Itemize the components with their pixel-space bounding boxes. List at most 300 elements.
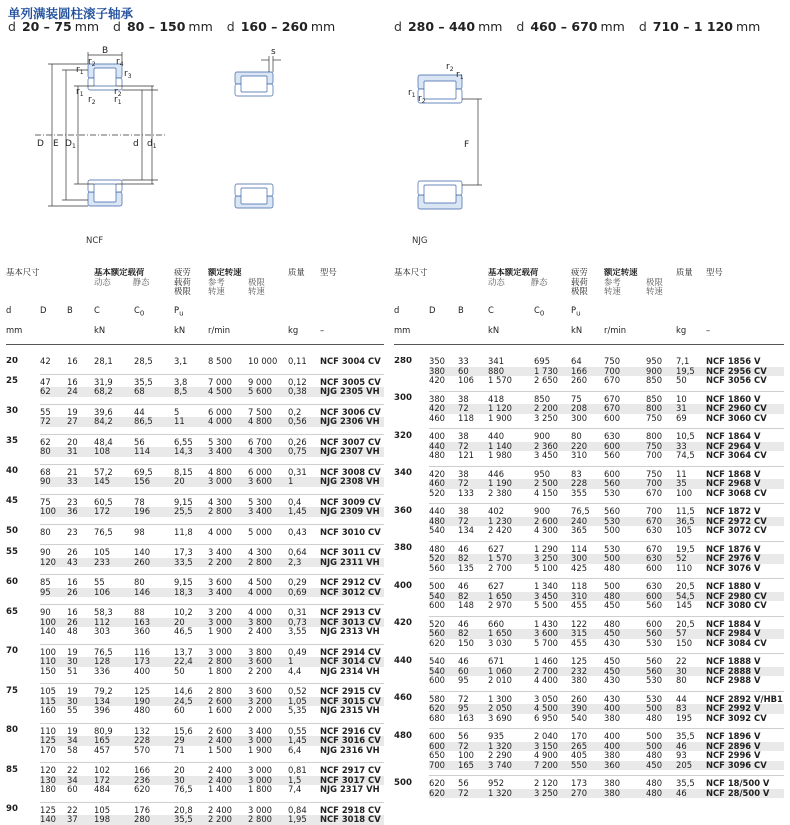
- table-row: [6, 434, 384, 447]
- bore-diameter-cell: [394, 367, 429, 377]
- table-cell: 2 970: [488, 601, 513, 610]
- table-cell: 90: [40, 605, 67, 618]
- table-cell: 530: [604, 541, 646, 554]
- table-cell: 900: [534, 429, 571, 442]
- table-cell: 7 000: [208, 374, 248, 387]
- table-cell: 0,12: [288, 374, 320, 387]
- table-cell: 530: [604, 488, 621, 498]
- table-cell: 80: [571, 429, 604, 442]
- table-cell: 4 500: [534, 704, 571, 714]
- table-cell: 76,5: [174, 785, 193, 794]
- table-cell: 418: [488, 391, 534, 404]
- table-cell: 0,31: [288, 605, 320, 618]
- designation-cell: NCF 3009 CV: [320, 494, 384, 507]
- table-cell: 460: [429, 479, 458, 489]
- table-cell: 560: [604, 451, 621, 460]
- table-cell: 64: [571, 357, 582, 366]
- table-cell: 85: [40, 575, 67, 588]
- dim-r1-label: $r_1$: [76, 65, 84, 76]
- table-row: [6, 697, 384, 707]
- table-row: [394, 451, 784, 461]
- table-cell: 380: [571, 676, 588, 685]
- designation-cell: NCF 3016 CV: [320, 736, 384, 746]
- designation-cell: NJG 2308 VH: [320, 477, 384, 487]
- table-cell: 4 800: [208, 464, 248, 477]
- bore-diameter-cell: [394, 704, 429, 714]
- svg-text:r1: $r_1$: [76, 87, 84, 98]
- table-row: [394, 751, 784, 761]
- table-cell: 3 800: [248, 644, 288, 657]
- table-cell: 500: [646, 729, 676, 742]
- table-cell: 120: [40, 763, 67, 776]
- bore-diameter-cell: [6, 417, 40, 427]
- designation-cell: NCF 3012 CV: [320, 588, 384, 598]
- table-row: [6, 477, 384, 487]
- table-cell: 80,9: [94, 723, 134, 736]
- designation-cell: NJG 2309 VH: [320, 507, 384, 517]
- table-cell: 130: [40, 776, 67, 786]
- table-cell: 84,2: [94, 417, 134, 427]
- table-cell: 196: [134, 507, 174, 517]
- table-row: [6, 763, 384, 776]
- bore-diameter-cell: 360: [394, 505, 412, 516]
- bore-diameter-cell: [6, 667, 40, 677]
- table-cell: 156: [134, 477, 174, 487]
- table-cell: 670: [604, 376, 621, 385]
- table-cell: 600: [429, 601, 445, 610]
- table-row: [6, 575, 384, 588]
- table-cell: 76,5: [94, 644, 134, 657]
- table-row: [6, 417, 384, 427]
- table-cell: 165: [94, 736, 134, 746]
- table-cell: 3 050: [534, 691, 571, 704]
- table-cell: 3 400: [248, 723, 288, 736]
- table-cell: 105: [40, 684, 67, 697]
- table-cell: 16: [67, 357, 78, 366]
- table-cell: 2,3: [288, 558, 320, 568]
- table-cell: 2 380: [488, 488, 513, 498]
- table-cell: 57,2: [94, 464, 134, 477]
- table-row: [394, 592, 784, 602]
- table-cell: 1 800: [208, 666, 233, 676]
- table-cell: 100: [40, 507, 67, 517]
- table-cell: 750: [646, 442, 676, 452]
- table-cell: 380: [604, 713, 621, 723]
- table-cell: 5 600: [248, 387, 288, 397]
- bore-diameter-cell: 30: [6, 406, 18, 416]
- table-cell: 700: [604, 367, 646, 377]
- table-cell: 1: [288, 657, 320, 667]
- table-cell: 0,2: [288, 404, 320, 417]
- table-cell: 952: [488, 776, 534, 789]
- bore-diameter-cell: [394, 554, 429, 564]
- table-cell: 69: [676, 413, 687, 423]
- table-cell: 46: [458, 616, 488, 629]
- designation-cell: NCF 2964 V: [706, 442, 784, 452]
- table-cell: 220: [571, 442, 604, 452]
- bore-diameter-cell: [394, 479, 429, 489]
- table-cell: 500: [604, 554, 646, 564]
- table-cell: 3,1: [174, 357, 188, 366]
- table-cell: 1: [288, 477, 320, 487]
- table-cell: 405: [571, 751, 588, 760]
- table-cell: 19: [67, 644, 94, 657]
- designation-cell: NJG 2305 VH: [320, 387, 384, 397]
- table-cell: 114: [134, 447, 174, 457]
- designation-cell: NCF 1884 V: [706, 616, 784, 629]
- designation-cell: NCF 1868 V: [706, 466, 784, 479]
- table-cell: 430: [604, 638, 621, 648]
- table-cell: 500: [604, 579, 646, 592]
- designation-cell: NCF 2915 CV: [320, 684, 384, 697]
- svg-text:r2: $r_2$: [418, 94, 426, 105]
- table-cell: 106: [94, 588, 134, 598]
- table-cell: 11,5: [676, 504, 706, 517]
- designation-cell: NCF 1872 V: [706, 504, 784, 517]
- table-cell: 627: [488, 541, 534, 554]
- table-row: [394, 517, 784, 527]
- table-row: [394, 429, 784, 442]
- table-cell: 50: [174, 666, 185, 676]
- bore-diameter-cell: [394, 761, 429, 771]
- table-cell: 2 500: [534, 479, 571, 489]
- designation-cell: NJG 2313 VH: [320, 627, 380, 636]
- bore-diameter-cell: [394, 376, 429, 386]
- table-cell: 195: [676, 713, 693, 723]
- table-cell: 82: [458, 554, 488, 564]
- table-cell: 2 800: [208, 684, 248, 697]
- table-cell: 450: [646, 761, 676, 771]
- table-cell: 68: [40, 464, 67, 477]
- svg-text:r1: $r_1$: [456, 70, 464, 81]
- table-cell: 400: [604, 729, 646, 742]
- table-cell: 3 250: [534, 789, 571, 799]
- table-row: [6, 588, 384, 598]
- designation-cell: NCF 3014 CV: [320, 657, 384, 667]
- table-row: [394, 554, 784, 564]
- svg-text:r1: $r_1$: [408, 88, 416, 99]
- table-cell: 2 040: [534, 729, 571, 742]
- bore-diameter-cell: [394, 442, 429, 452]
- table-cell: 1 980: [488, 451, 513, 460]
- table-cell: 54,5: [676, 592, 706, 602]
- ncf-bearing-drawing: [30, 42, 170, 232]
- table-cell: 60: [458, 367, 488, 377]
- table-cell: 58: [67, 745, 78, 755]
- bore-diameter-cell: [6, 447, 40, 457]
- table-cell: 10,5: [676, 429, 706, 442]
- table-cell: 48,4: [94, 434, 134, 447]
- table-cell: 300: [571, 413, 588, 423]
- table-cell: 68: [134, 387, 174, 397]
- table-cell: 3 400: [208, 588, 248, 598]
- table-cell: 480: [604, 563, 621, 573]
- bore-diameter-cell: [394, 789, 429, 799]
- table-cell: 670: [646, 541, 676, 554]
- bore-diameter-cell: [6, 618, 40, 628]
- table-cell: 400: [604, 742, 646, 752]
- designation-cell: NCF 3072 CV: [706, 526, 767, 535]
- table-cell: 300: [571, 554, 604, 564]
- dimension-ranges-left: [8, 19, 345, 34]
- designation-cell: NCF 2972 CV: [706, 517, 784, 527]
- table-cell: 540: [429, 592, 458, 602]
- table-cell: 60,5: [94, 494, 134, 507]
- table-cell: 37: [67, 815, 94, 825]
- table-cell: 2 600: [534, 517, 571, 527]
- table-cell: 480: [429, 451, 445, 460]
- bore-diameter-cell: 85: [6, 764, 18, 775]
- table-cell: 68,2: [94, 387, 134, 397]
- table-cell: 627: [488, 579, 534, 592]
- bore-diameter-cell: 40: [6, 466, 18, 476]
- svg-text:r2: $r_2$: [88, 57, 96, 68]
- table-cell: 280: [134, 815, 174, 825]
- table-cell: 3 200: [208, 605, 248, 618]
- table-cell: 336: [94, 666, 111, 676]
- table-cell: 2 700: [534, 667, 571, 677]
- table-cell: 46,5: [174, 627, 193, 636]
- table-cell: 7,4: [288, 785, 302, 794]
- table-cell: 630: [646, 526, 663, 535]
- bore-diameter-cell: 70: [6, 646, 18, 656]
- table-cell: 50: [676, 376, 687, 385]
- table-cell: 10: [676, 391, 706, 404]
- table-cell: 265: [571, 742, 604, 752]
- table-cell: 4 300: [248, 447, 288, 457]
- table-cell: 20,5: [676, 579, 706, 592]
- table-cell: 620: [134, 785, 151, 794]
- table-cell: 28,5: [134, 357, 153, 366]
- table-cell: 390: [571, 704, 604, 714]
- table-cell: 2 000: [248, 706, 273, 715]
- table-cell: 35,5: [174, 815, 208, 825]
- designation-cell: NCF 2892 V/HB1: [706, 691, 784, 704]
- table-cell: 380: [604, 776, 646, 789]
- table-cell: 850: [646, 391, 676, 404]
- table-row: [394, 466, 784, 479]
- table-cell: 5,35: [288, 706, 307, 715]
- designation-cell: NCF 3017 CV: [320, 776, 384, 786]
- table-cell: 4,4: [288, 666, 302, 676]
- table-cell: 1,45: [288, 736, 320, 746]
- table-cell: 2 400: [208, 776, 248, 786]
- table-cell: 3 150: [534, 742, 571, 752]
- table-cell: 35,5: [134, 374, 174, 387]
- table-cell: 166: [134, 763, 174, 776]
- dim-E-label: E: [53, 139, 59, 149]
- table-cell: 600: [646, 592, 676, 602]
- table-row: [394, 776, 784, 789]
- table-cell: 105: [94, 545, 134, 558]
- table-cell: 600: [429, 676, 445, 685]
- table-cell: 0,31: [288, 464, 320, 477]
- table-cell: 72: [40, 417, 67, 427]
- table-cell: 430: [604, 691, 646, 704]
- table-cell: 75: [40, 494, 67, 507]
- table-cell: 400: [134, 666, 151, 676]
- table-cell: 2 400: [208, 736, 248, 746]
- table-cell: 310: [571, 592, 604, 602]
- table-cell: 105: [94, 802, 134, 815]
- table-cell: 165: [458, 761, 488, 771]
- table-cell: 13,7: [174, 644, 208, 657]
- table-cell: 430: [604, 676, 621, 685]
- designation-cell: NCF 1888 V: [706, 654, 784, 667]
- table-cell: 3 690: [488, 713, 513, 723]
- table-cell: 900: [646, 367, 676, 377]
- table-cell: 135: [458, 563, 474, 573]
- table-row: [6, 374, 384, 387]
- designation-cell: NJG 2311 VH: [320, 558, 384, 568]
- bore-diameter-cell: [394, 564, 429, 574]
- table-row: [6, 618, 384, 628]
- table-cell: 52: [676, 554, 706, 564]
- table-cell: 36: [67, 507, 94, 517]
- range-item: d 160 – 260 mm: [226, 19, 336, 34]
- table-cell: 34: [67, 776, 94, 786]
- table-cell: 72: [458, 789, 488, 799]
- table-cell: 800: [646, 429, 676, 442]
- table-cell: 315: [571, 629, 604, 639]
- table-cell: 2 200: [534, 404, 571, 414]
- designation-cell: NJG 2315 VH: [320, 706, 380, 715]
- bore-diameter-cell: [6, 507, 40, 517]
- table-row: [6, 644, 384, 657]
- designation-cell: NCF 28/500 V: [706, 789, 784, 799]
- bore-diameter-cell: 65: [6, 606, 18, 617]
- table-row: [6, 723, 384, 736]
- designation-cell: NCF 2960 CV: [706, 404, 784, 414]
- table-cell: 560: [604, 479, 646, 489]
- table-cell: 150: [676, 638, 693, 648]
- bore-diameter-cell: [6, 706, 40, 716]
- table-cell: 72: [458, 517, 488, 527]
- table-cell: 1 650: [488, 629, 534, 639]
- table-cell: 1 230: [488, 517, 534, 527]
- bore-diameter-cell: [6, 477, 40, 487]
- hdr-speed-ratings: 额定转速: [604, 268, 638, 277]
- table-cell: 14,6: [174, 684, 208, 697]
- table-cell: 24: [67, 387, 94, 397]
- table-cell: 1,45: [288, 507, 320, 517]
- table-cell: 400: [604, 704, 646, 714]
- table-cell: 82: [458, 629, 488, 639]
- group-spacer: [6, 567, 384, 575]
- table-cell: 35: [676, 479, 706, 489]
- designation-cell: NCF 3006 CV: [320, 404, 384, 417]
- table-cell: 140: [40, 815, 67, 825]
- table-cell: 56: [134, 434, 174, 447]
- designation-cell: NCF 2916 CV: [320, 723, 384, 736]
- table-row: [394, 742, 784, 752]
- table-cell: 46: [458, 654, 488, 667]
- table-cell: 236: [134, 776, 174, 786]
- bore-diameter-cell: 300: [394, 393, 412, 403]
- table-cell: 600: [604, 442, 646, 452]
- table-cell: 38: [458, 466, 488, 479]
- table-cell: 30: [676, 667, 706, 677]
- range-item: d 80 – 150 mm: [113, 19, 213, 34]
- table-cell: 341: [488, 357, 505, 366]
- bore-diameter-cell: [6, 387, 40, 397]
- table-cell: 0,75: [288, 447, 320, 457]
- designation-cell: NCF 2988 V: [706, 676, 761, 685]
- dim-D1-label: $D_1$: [65, 139, 76, 150]
- table-cell: 5: [174, 404, 208, 417]
- designation-cell: NJG 2306 VH: [320, 417, 384, 427]
- designation-cell: NJG 2314 VH: [320, 666, 380, 676]
- table-cell: 530: [646, 691, 676, 704]
- table-cell: 360: [604, 761, 646, 771]
- bore-diameter-cell: [394, 714, 429, 724]
- table-cell: 31: [676, 404, 706, 414]
- table-cell: 60: [174, 706, 185, 715]
- table-cell: 118: [458, 413, 474, 423]
- table-cell: 0,52: [288, 684, 320, 697]
- table-cell: 4 300: [208, 494, 248, 507]
- table-row: [394, 526, 784, 536]
- table-cell: 365: [571, 526, 588, 535]
- table-row: [6, 706, 384, 716]
- table-cell: 1 320: [488, 789, 534, 799]
- bore-diameter-cell: 460: [394, 693, 412, 703]
- table-cell: 125: [40, 736, 67, 746]
- bore-diameter-cell: 75: [6, 685, 18, 696]
- table-cell: 46: [676, 742, 706, 752]
- designation-cell: NCF 3056 CV: [706, 376, 767, 385]
- bore-diameter-cell: 50: [6, 526, 18, 536]
- table-row: [394, 676, 784, 686]
- bore-diameter-cell: 20: [6, 357, 18, 366]
- table-row: [394, 376, 784, 386]
- table-cell: 900: [534, 504, 571, 517]
- table-cell: 120: [40, 558, 67, 568]
- table-cell: 3 450: [534, 451, 559, 460]
- table-cell: 480: [429, 517, 458, 527]
- table-cell: 3 400: [208, 447, 248, 457]
- page-title: 单列满装圆柱滚子轴承: [8, 6, 134, 21]
- table-cell: 55: [40, 404, 67, 417]
- table-cell: 800: [646, 404, 676, 414]
- bore-diameter-cell: [394, 629, 429, 639]
- table-cell: 22: [676, 654, 706, 667]
- table-row: [394, 489, 784, 499]
- designation-cell: NCF 1876 V: [706, 541, 784, 554]
- bore-diameter-cell: [394, 592, 429, 602]
- bore-diameter-cell: [6, 627, 40, 637]
- table-cell: 420: [429, 404, 458, 414]
- bore-diameter-cell: [394, 414, 429, 424]
- table-row: [394, 691, 784, 704]
- table-cell: 450: [604, 654, 646, 667]
- table-cell: 1 290: [534, 541, 571, 554]
- table-cell: 3 000: [248, 736, 288, 746]
- table-cell: 600: [604, 466, 646, 479]
- table-cell: 1 900: [208, 627, 233, 636]
- table-cell: 0,29: [288, 575, 320, 588]
- table-cell: 26: [67, 588, 94, 598]
- table-cell: 0,55: [288, 723, 320, 736]
- table-cell: 3 000: [248, 776, 288, 786]
- table-cell: 1,95: [288, 815, 320, 825]
- table-cell: 19: [67, 684, 94, 697]
- table-cell: 20,8: [174, 802, 208, 815]
- designation-cell: NCF 3092 CV: [706, 713, 767, 723]
- table-cell: 20: [174, 618, 208, 628]
- table-cell: 6,55: [174, 434, 208, 447]
- table-cell: 80: [40, 524, 67, 537]
